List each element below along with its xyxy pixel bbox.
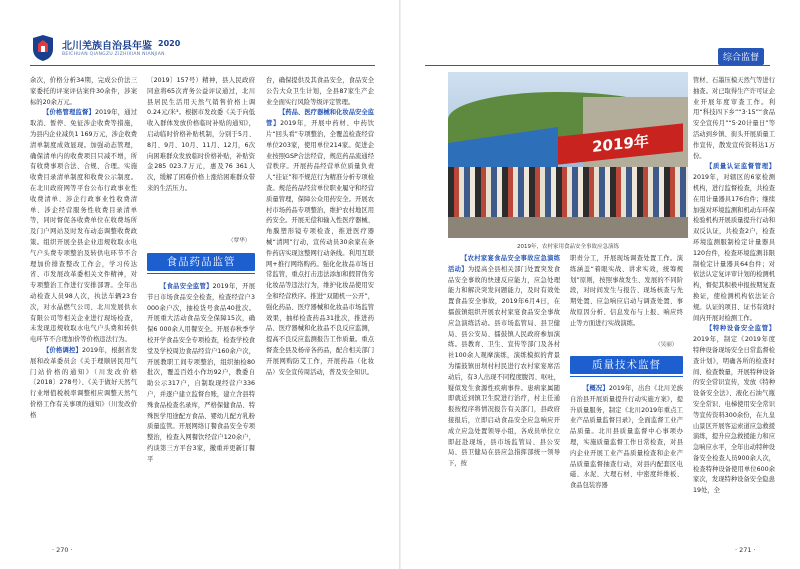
paragraph-text: 2019年，通过取消、暂停、免征涉企收费等措施，为县内企业减负1 169万元，涉企收费清单制度成效显现。加强动态管理，确保清单内的收费项目只减不增，所有收费事项合法、合规、合理。实施收费目录清单制度和收费公示制度。在北川政府网等平台公布行政事业性收费清单、涉企行政事业性收费清单、涉企经营服务性收费目录清单等，同时督促各收费单位在收费场所及门户网站及时发布动态调整收费政策。组织开展全县企业违规收取水电气户头费专项整治及转供电环节不合理加价排查整改工作会，学习传达省、市发展改革委相关文件精神，对专项整治工作进行安排部署。全年出动检查人员98人次，执法车辆23台次，对水晶燃气公司、北川发展供水有限公司等相关企业进行现场检查，未发现违规收取水电气户头费和转供电环节不合理加价等价格违法行为。 xyxy=(30,109,137,344)
paragraph-heading: 【食品安全监管】 xyxy=(160,283,213,290)
yearbook-title: 北川羌族自治县年鉴 xyxy=(62,41,152,52)
paragraph-text: 余次，价格分析34期，完成公价法三家委托的评案评估案件30余件，涉案标的20余万元。 xyxy=(30,77,137,106)
paragraph xyxy=(266,76,374,108)
right-page xyxy=(400,0,800,569)
paragraph-heading: 【概况】 xyxy=(583,385,609,392)
yearbook-year: 2020 xyxy=(158,39,181,48)
paragraph-text: 台，确保提供及其食品安全，食品安全公告大众卫生计划，全县87家生产企业全面实行风险等级评定管理。 xyxy=(266,77,374,106)
paragraph-text: 2019年，开展中药材、中药饮片“回头看”专项整治，全覆盖检查经营单位203家，使用单位214家。促进企业按照GSP合法经营，规范药品流通经营秩序。开展药品经营单位质量负责人“挂证”和不规范行为精准分析专项检查。规范药品经营单位职业履守和经营质量管理，保障公众用药安全。开展农村市场药品专项整治，维护农村地区用药安全。开展无偿和输入性医疗器械、角膜塑形镜专项检查，推进医疗器械“清网”行动，宣传动员30余家在条件药店实现这整网行动条线。利用互联网+推行网络购药。强化化妆品市场日常监管，重点打击违法添加和假冒伪劣化妆品等违法行为，维护化妆品使用安全和经营秩序。推进“双随机一公开”，强化药品、医疗器械和化妆品市场监管效果，抽样检查药品31批次，推进药品、医疗器械和化妆品不良反应监测，提高不良反应监测报告工作质量。重点督查全县及杨帝各药品，配合相关部门开展网购防艾工作，开展药品（化妆品）安全宣传周活动，普及安全知识。 xyxy=(266,120,375,376)
paragraph xyxy=(693,76,775,162)
paragraph xyxy=(30,346,137,422)
author-credit-right: （吴丽） xyxy=(655,342,678,348)
paragraph-text: 2019年，根据省发展和改革委员会《关于理顺居民用气门站价格的通知》（川发改价格〔2018〕278号）、《关于做好天然气行业增值税税率调整相应调整天然气价格工作有关事项的通知》（川发改价格 xyxy=(30,346,137,419)
right-column-2-top xyxy=(570,254,683,330)
paragraph-heading: 【药品、医疗器械和化妆品安全监管】 xyxy=(266,109,374,128)
left-column-1 xyxy=(30,76,137,422)
paragraph xyxy=(570,254,683,330)
paragraph xyxy=(266,108,374,378)
photo-banner-text: 2019年 xyxy=(558,123,683,164)
photo-caption: 2019年，农村家用食品安全事故应急演练 xyxy=(517,244,619,250)
paragraph-text: 职责分工，开展现场调查处置工作。演练涵盖“着眼实战、讲求实效，统筹规划”原则，按照事故发生、发展的不同阶段，对时间发生与报告、现场核查与先期处置、应急响应启动与调查处置、事故原因分析、信息发布与上报、响应终止等方面进行实战演练。 xyxy=(570,255,683,327)
paragraph-heading: 【农村家宴食品安全事故应急演练活动】 xyxy=(448,255,560,273)
paragraph xyxy=(570,384,683,492)
section-title-food-drug: 食品药品监管 xyxy=(147,253,255,271)
paragraph-heading: 【价格调控】 xyxy=(43,346,82,354)
paragraph xyxy=(693,162,775,324)
right-column-3 xyxy=(693,76,775,497)
paragraph-text: 2019年，出台《北川羌族自治县开展质量提升行动实施方案》，提升质量服务，制定《北川2019年重点工业产品质量监督目录》，全面监督工业产品质量。北川县质量监督中心事项办理，实施质量监督工作日常检查，对县内企业开展工业产品质量检查和企业产品质量监督抽查行动，对县内配套区电磁、水泥、大理石材、中密度纤维板、食品包装容器 xyxy=(570,385,684,490)
paragraph-text: 2019年，制定《2019年度特种设备现场安全日常监督检查计划》，明确各所的检查时间、检查数量，开展特种设备的安全常识宣传，发放《特种设备安全法》、液化石油气瓶安全常识、电梯使用安全常识等宣传资料300余份，在九皇山景区开展客运索道应急救援演练，提升应急救援能力和应急响应水平，全年出动特种设备安全检查人员900余人次，检查特种设备使用单位600余家次，发现特种设备安全隐患19处，全 xyxy=(693,336,775,495)
paragraph-heading: 【质量认证监督管理】 xyxy=(706,163,775,171)
yearbook-subtitle: BEICHUAN QIANGZU ZIZHIXIAN NIANJIAN xyxy=(62,52,165,57)
page-number-left: · 270 · xyxy=(52,546,73,554)
page-header xyxy=(30,34,375,68)
paragraph xyxy=(693,324,775,497)
section-tag: 综合监督 xyxy=(718,48,764,65)
paragraph xyxy=(147,282,255,466)
paragraph-text: 为提高全县相关部门处置突发食品安全事故的快速反应能力，应急处理能力和解决突发问题能力，及时有效处置食品安全事故，2019年6月4日，在擂鼓镇组织开展农村家宴食品安全事故应急演练活动。县市场监管局、县卫健局、县公安局、擂鼓镇人民政府参加演练。县教育、卫生、宣传等部门及各村社100余人观摩演练，演练模拟的背景为擂鼓镇田坝村村民进行农村家宴席活动后，有3人出现不同程度腹泻、呕吐，疑似发生食源性疾病事件。患病家属随即就近到镇卫生院进行治疗，村主任通报按程序将情况报告有关部门，县政府接报后，立即启动食品安全应急响应开成立应急处置领导小组，各成员单位立即赶赴现场，县市场监管局、县公安局、县卫健局在县应急指挥部统一领导下，按 xyxy=(448,265,561,468)
paragraph xyxy=(147,76,255,195)
yearbook-logo-icon xyxy=(30,34,56,62)
right-column-2-bottom xyxy=(570,384,683,492)
right-column-1 xyxy=(448,254,560,470)
paragraph xyxy=(30,76,137,108)
paragraph-text: 管材、石墨压模天然气等进行抽查。对已取得生产许可证企业开展年度审查工作。利用“科技四下乡”“3·15”“食品安全宣传月”“5·20计量日”等活动到乡镇、街头开展质量工作宣传，散发宣传资料达1万份。 xyxy=(693,77,775,160)
header-rule xyxy=(30,65,375,66)
paragraph-heading: 【价格管理监督】 xyxy=(43,109,95,117)
drill-photo xyxy=(448,72,688,238)
paragraph xyxy=(30,108,137,346)
paragraph-text: 2019年，开展节日市场食品安全检查，检查经营户3 000余户次，抽检货号食品40批次。开展重大活动食品安全保障15次，确保6 000余人用餐安全。开展春秋季学校开学食品安全专项检查，检查学校食堂及学校周边食品经营户160余户次，开展教职工间专项整治，组织抽检80批次，覆盖百姓小作坊92户，教委自助公示317户，自制取现经营户336户，并逐户建立监督台账，建立含县特殊食品检查名录库，严格保健食品、特殊医学用途配方食品、婴幼儿配方乳粉质量监管。开展网络订餐食品安全专项整治，检查入网餐饮经营户120余户，约谈第三方平台3家，撤重并更新订餐平 xyxy=(147,283,256,463)
left-column-2-top xyxy=(147,76,255,195)
header-rule-right xyxy=(425,65,770,66)
page-number-right: · 271 · xyxy=(735,546,756,554)
paragraph-text: 2019年，对辖区的6家检测机构，进行监督检查，共检查在用计量器具176台件；继续加强对环境监测和机动车环保检验机构开展质量提升行动和双反认证，共检查2户，检查环境监测服制检定计量器具120台件，检查环境监测非限制检定计量器具64台件；对依法认定复评审计划的检测机构，督促其积极申报按期复查换证，使检测机构依法证合规。认证的项目、证书有效时间内开展对检测工作。 xyxy=(693,174,775,322)
section-title-quality: 质量技术监督 xyxy=(570,356,683,374)
author-credit: （覃华） xyxy=(228,238,251,244)
left-column-3 xyxy=(266,76,374,378)
page-header-right xyxy=(425,34,770,68)
left-column-2-bottom xyxy=(147,282,255,466)
paragraph xyxy=(448,254,560,470)
paragraph-text: 〔2019〕157号）精神，县人民政府同意将65次青务公益评议通过，北川县居民生活用天然气销售价格上调0.24元/米³。根据市发改委《关于向低收入群体发放价格临时补贴的通知》，启动临时价格补贴机制，分别于5月、8月、9月、10月、11月、12月，6次向困难群众发放临时价格补贴，补贴资金285 023.7万元，惠及76 361人次，缓解了困难价格上涨给困难群众带来的生活压力。 xyxy=(147,77,255,192)
paragraph-heading: 【特种设备安全监管】 xyxy=(706,325,775,333)
